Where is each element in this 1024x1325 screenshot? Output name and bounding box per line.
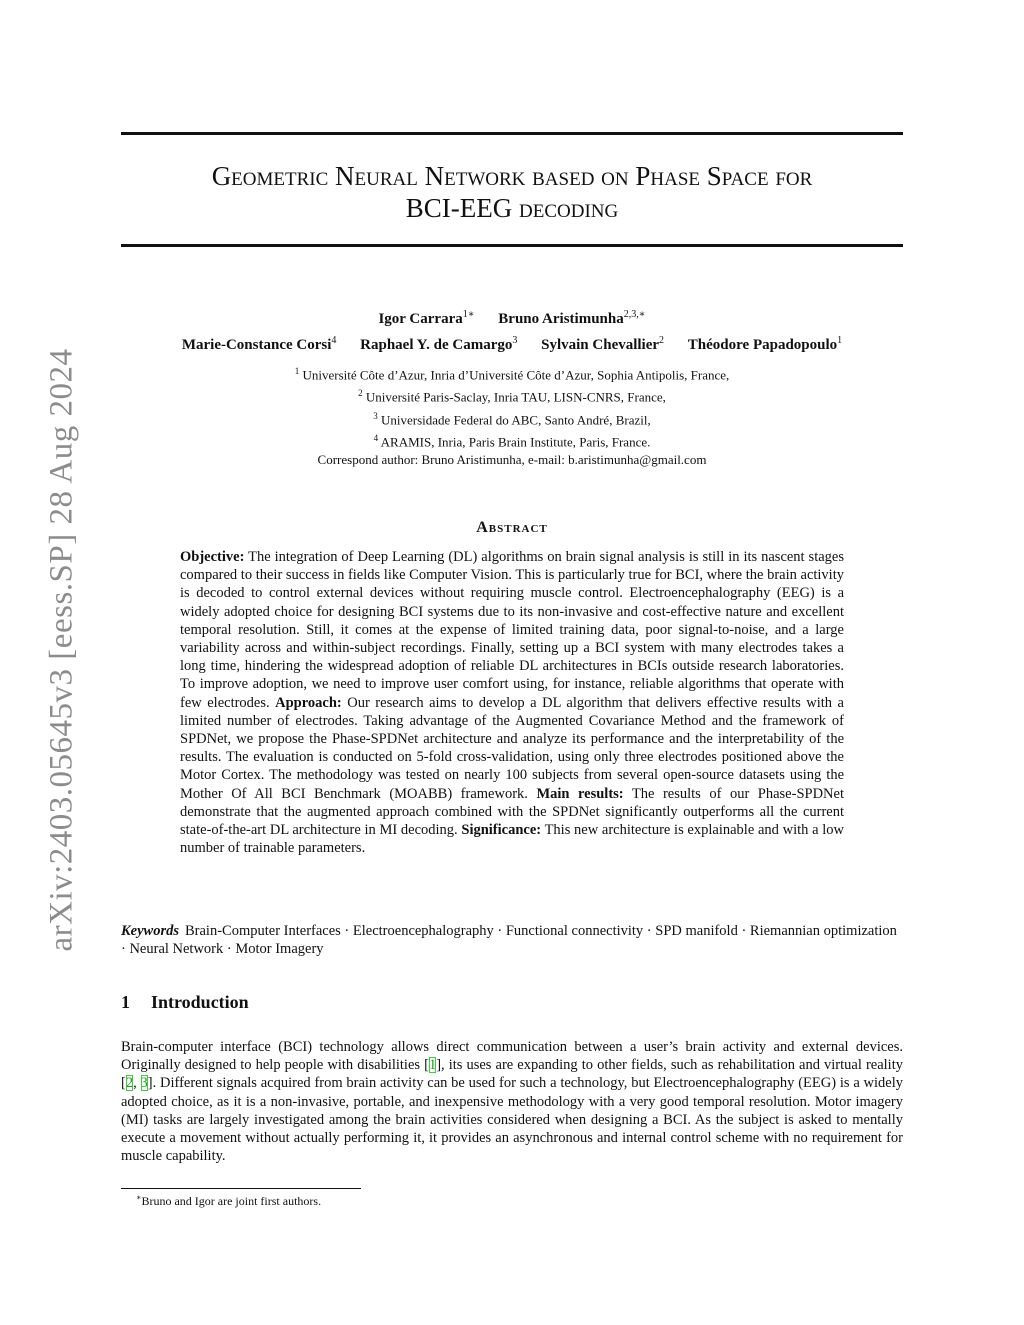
author-list: [121, 304, 903, 356]
significance-label: Significance:: [461, 822, 542, 839]
author: Sylvain Chevallier$^2$: [541, 335, 665, 353]
author: Bruno Aristimunha$^{2,3,∗}$: [498, 309, 646, 327]
paper-title: [121, 160, 903, 224]
correspond-author: Correspond author: Bruno Aristimunha, e-mail: b.aristimunha@gmail.com: [317, 452, 707, 468]
citation-link[interactable]: 3: [140, 1075, 148, 1092]
abstract-heading: Abstract: [476, 519, 548, 536]
results-label: Main results:: [536, 785, 624, 802]
abstract-body: Objective: The integration of Deep Learning (DL) algorithms on brain signal analysis is still in its nascent stages compared to their success in fields like Computer Vision. This is particularly true for BCI, where the brain activity is decoded to control external devices without requiring muscle control. Electroencephalography (EEG) is a widely adopted choice for designing BCI systems due to its non-invasive and cost-effective nature and excellent temporal resolution. Still, it comes at the expense of limited training data, poor signal-to-noise, and a large variability across and within-subject recordings. Finally, setting up a BCI system with many electrodes takes a long time, hindering the widespread adoption of reliable DL architectures in BCIs outside research laboratories. To improve adoption, we need to improve user comfort using, for instance, reliable algorithms that operate with few electrodes. Approach: Our research aims to develop a DL algorithm that delivers effective results with a limited number of electrodes. Taking advantage of the Augmented Covariance Method and the framework of SPDNet, we propose the Phase-SPDNet architecture and analyze its performance and the interpretability of the results. The evaluation is conducted on 5-fold cross-validation, using only three electrodes positioned above the Motor Cortex. The methodology was tested on nearly 100 subjects from several open-source datasets using the Mother Of All BCI Benchmark (MOABB) framework. Main results: The results of our Phase-SPDNet demonstrate that the augmented approach combined with the SPDNet significantly outperforms all the current state-of-the-art DL architecture in MI decoding. Significance: This new architecture is explainable and with a low number of trainable parameters.: [180, 549, 844, 857]
section-heading: 1 Introduction: [121, 992, 249, 1012]
title-rule-bottom: [121, 244, 903, 247]
footnote: ∗Bruno and Igor are joint first authors.: [136, 1193, 322, 1208]
author-row-1: [121, 304, 903, 330]
arxiv-identifier: arXiv:2403.05645v3 [eess.SP] 28 Aug 2024: [43, 348, 80, 952]
affiliations: [121, 362, 903, 469]
objective-label: Objective:: [180, 549, 245, 565]
author-row-2: [121, 330, 903, 356]
title-rule-top: [121, 132, 903, 135]
intro-paragraph: Brain-computer interface (BCI) technology allows direct communication between a user’s brain activity and external devices. Originally designed to help people with disabilities [1], its uses are expanding to other fields, such as rehabilitation and virtual reality [2, 3]. Different signals acquired from brain activity can be used for such a technology, but Electroencephalography (EEG) is a widely adopted choice, as it is a non-invasive, portable, and inexpensive methodology with a very good temporal resolution. Motor imagery (MI) tasks are largely investigated among the brain activities considered when designing a BCI. As the subject is asked to mentally execute a movement without actually performing it, it provides an asynchronous and internal control scheme with no requirement for muscle capability.: [121, 1039, 904, 1165]
author: Raphael Y. de Camargo$^3$: [360, 335, 518, 353]
footnote-rule: [121, 1188, 361, 1189]
affiliation: $^2$ Université Paris-Saclay, Inria TAU, LISN-CNRS, France,: [358, 388, 666, 405]
keywords-label: Keywords: [121, 923, 179, 939]
approach-label: Approach:: [275, 694, 342, 711]
citation-link[interactable]: 1: [428, 1057, 437, 1074]
keywords-text: Brain-Computer Interfaces · Electroencephalography · Functional connectivity · SPD manifold · Riemannian optimization · Neural Network · Motor Imagery: [121, 923, 897, 958]
title-line-2: BCI-EEG decoding: [405, 193, 619, 223]
affiliation: $^3$ Universidade Federal do ABC, Santo André, Brazil,: [373, 410, 651, 427]
author: Igor Carrara$^{1∗}$: [378, 309, 475, 327]
author: Marie-Constance Corsi$^4$: [181, 335, 337, 353]
affiliation: $^1$ Université Côte d’Azur, Inria d’Université Côte d’Azur, Sophia Antipolis, France,: [294, 366, 730, 383]
citation-link[interactable]: 2: [125, 1075, 134, 1092]
keywords: [121, 922, 903, 958]
affiliation: $^4$ ARAMIS, Inria, Paris Brain Institute, Paris, France.: [373, 432, 651, 450]
author: Théodore Papadopoulo$^1$: [687, 335, 843, 353]
title-line-1: Geometric Neural Network based on Phase Space for: [211, 161, 813, 191]
